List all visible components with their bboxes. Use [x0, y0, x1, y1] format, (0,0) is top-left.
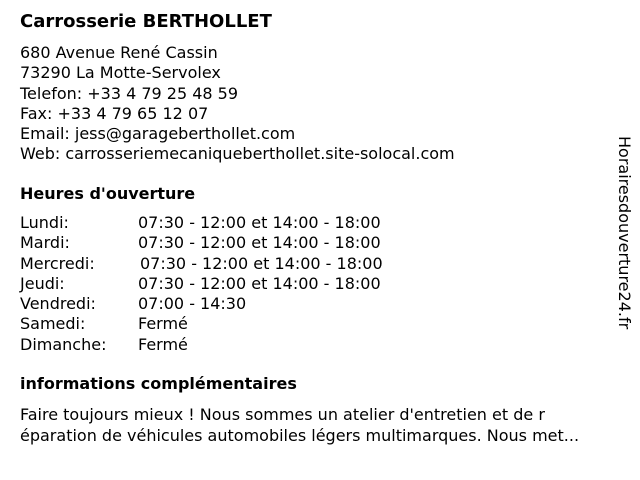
- opening-hours-heading: Heures d'ouverture: [20, 184, 196, 203]
- fax-number: Fax: +33 4 79 65 12 07: [20, 103, 209, 123]
- day-hours: Fermé: [138, 334, 188, 354]
- day-hours: 07:30 - 12:00 et 14:00 - 18:00: [140, 253, 383, 273]
- day-hours: 07:30 - 12:00 et 14:00 - 18:00: [138, 273, 381, 293]
- watermark-text: Horairesdouverture24.fr: [615, 136, 634, 330]
- day-hours: Fermé: [138, 314, 188, 334]
- contact-block: [20, 43, 455, 165]
- watermark: [614, 136, 634, 346]
- day-label: Dimanche:: [20, 334, 107, 354]
- day-hours: 07:30 - 12:00 et 14:00 - 18:00: [138, 233, 381, 253]
- phone-number: Telefon: +33 4 79 25 48 59: [20, 83, 239, 103]
- address-line-1: 680 Avenue René Cassin: [20, 43, 218, 62]
- day-label: Lundi:: [20, 213, 69, 232]
- business-name: Carrosserie BERTHOLLET: [20, 11, 272, 32]
- day-label: Samedi:: [20, 314, 86, 334]
- address-line-2: 73290 La Motte-Servolex: [20, 63, 221, 83]
- additional-info-heading: informations complémentaires: [20, 374, 297, 393]
- day-label: Mardi:: [20, 233, 70, 253]
- additional-info-line-1: Faire toujours mieux ! Nous sommes un atelier d'entretien et de r: [20, 405, 545, 424]
- day-hours: 07:30 - 12:00 et 14:00 - 18:00: [138, 213, 381, 232]
- website-address: Web: carrosseriemecaniqueberthollet.site-solocal.com: [20, 144, 455, 164]
- additional-info-text: [20, 404, 630, 446]
- email-address: Email: jess@garageberthollet.com: [20, 124, 296, 144]
- day-hours: 07:00 - 14:30: [138, 294, 247, 314]
- day-label: Mercredi:: [20, 253, 95, 273]
- additional-info-line-2: éparation de véhicules automobiles légers multimarques. Nous met...: [20, 426, 580, 445]
- day-label: Jeudi:: [20, 273, 65, 293]
- day-label: Vendredi:: [20, 294, 96, 314]
